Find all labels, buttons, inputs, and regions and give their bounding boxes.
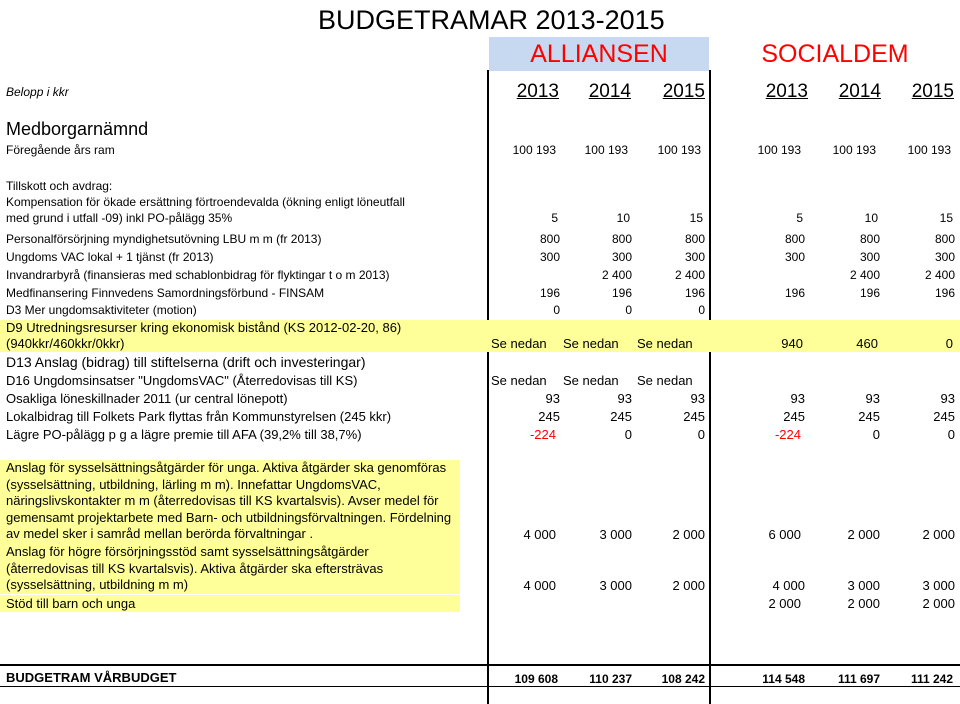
- cell-value: Se nedan: [637, 373, 693, 388]
- cell-value: 196: [859, 286, 880, 300]
- cell-value: 100 193: [584, 143, 628, 157]
- cell-value: 10: [616, 211, 630, 225]
- cell-value: 100 193: [907, 143, 951, 157]
- cell-value: 2 400: [601, 268, 632, 282]
- cell-value: 0: [947, 427, 955, 442]
- row-label: (sysselsättning, utbildning m m): [6, 577, 189, 593]
- table-row: [0, 178, 960, 194]
- table-row: [0, 194, 960, 226]
- section-title: Medborgarnämnd: [6, 119, 149, 139]
- row-label: Lokalbidrag till Folkets Park flyttas från Kommunstyrelsen (245 kkr): [6, 409, 392, 424]
- cell-value: Se nedan: [563, 373, 619, 388]
- total-label: BUDGETRAM VÅRBUDGET: [6, 670, 177, 685]
- row-label: näringslivskontakter m m (återredovisas till KS kvartalsvis). Avser medel för: [6, 493, 439, 509]
- cell-value: Se nedan: [637, 336, 693, 351]
- cell-value: 3 000: [599, 527, 632, 542]
- table-row: [0, 427, 960, 443]
- row-label: D9 Utredningsresurser kring ekonomisk bistånd (KS 2012-02-20, 86): [6, 320, 402, 335]
- cell-value: 2 000: [847, 527, 880, 542]
- cell-value: 4 000: [523, 527, 556, 542]
- cell-value: 6 000: [768, 527, 801, 542]
- table-row: [0, 373, 960, 389]
- cell-value: 93: [790, 391, 805, 406]
- table-row-values: [0, 596, 960, 612]
- row-label: gemensamt projektarbete med Barn- och utbildningsförvaltningen. Fördelning: [6, 509, 452, 525]
- cell-value: 196: [784, 286, 805, 300]
- year-header: 2013: [516, 81, 559, 102]
- cell-value: 196: [684, 286, 705, 300]
- cell-value: 300: [934, 250, 955, 264]
- table-row: [0, 409, 960, 425]
- cell-value: 2 000: [922, 527, 955, 542]
- group-header-socialdem: SOCIALDEM: [761, 40, 909, 68]
- row-label: av medel sker i samråd mellan berörda förvaltningar .: [6, 526, 314, 542]
- total-value: 111 242: [910, 672, 953, 686]
- cell-value: 15: [939, 211, 953, 225]
- row-label: D16 Ungdomsinsatser "UngdomsVAC" (Återredovisas till KS): [6, 373, 358, 388]
- cell-value: 2 000: [672, 527, 705, 542]
- row-label: Föregående års ram: [6, 143, 115, 157]
- cell-value: 2 000: [768, 596, 801, 611]
- cell-value: 800: [859, 232, 880, 246]
- cell-value: 2 000: [847, 596, 880, 611]
- cell-value: 800: [539, 232, 560, 246]
- row-label: (sysselsättning, utbildning, lärling m m). Innefattar UngdomsVAC,: [6, 476, 381, 492]
- cell-value: 5: [551, 211, 558, 225]
- cell-value: 300: [859, 250, 880, 264]
- cell-value: 10: [864, 211, 878, 225]
- year-header: 2015: [911, 81, 954, 102]
- table-row: [0, 285, 960, 301]
- cell-value: 245: [683, 409, 705, 424]
- cell-value: 800: [784, 232, 805, 246]
- cell-value: 3 000: [847, 578, 880, 593]
- cell-value: 5: [796, 211, 803, 225]
- page-title: BUDGETRAMAR 2013-2015: [318, 5, 665, 35]
- cell-value-negative: -224: [529, 427, 556, 442]
- cell-value: 100 193: [757, 143, 801, 157]
- divider: [0, 686, 960, 687]
- table-row: [0, 391, 960, 407]
- year-header: 2013: [765, 81, 808, 102]
- cell-value: 0: [553, 303, 560, 317]
- year-header: 2015: [662, 81, 705, 102]
- cell-value: Se nedan: [491, 373, 547, 388]
- cell-value: 3 000: [599, 578, 632, 593]
- row-label: (återredovisas till KS kvartalsvis). Aktiva åtgärder ska eftersträvas: [6, 560, 384, 576]
- cell-value: 0: [624, 427, 632, 442]
- cell-value: 300: [539, 250, 560, 264]
- row-label: Kompensation för ökade ersättning förtroendevalda (ökning enligt löneutfall: [6, 195, 405, 209]
- table-row: [0, 267, 960, 283]
- cell-value: 245: [538, 409, 560, 424]
- row-label: D3 Mer ungdomsaktiviteter (motion): [6, 303, 197, 317]
- cell-value: 940: [781, 336, 803, 351]
- row-label: (940kkr/460kkr/0kkr): [6, 336, 125, 351]
- cell-value: 4 000: [523, 578, 556, 593]
- cell-value: 245: [610, 409, 632, 424]
- year-header: 2014: [838, 81, 881, 102]
- row-label: Stöd till barn och unga: [6, 596, 136, 611]
- table-row: [0, 142, 960, 158]
- total-value: 109 608: [514, 672, 558, 686]
- cell-value: 100 193: [657, 143, 701, 157]
- cell-value: 93: [865, 391, 880, 406]
- cell-value: 93: [940, 391, 955, 406]
- row-label: Tillskott och avdrag:: [6, 179, 113, 193]
- cell-value: 196: [611, 286, 632, 300]
- cell-value: 93: [690, 391, 705, 406]
- unit-note: Belopp i kkr: [6, 85, 69, 99]
- cell-value: 800: [684, 232, 705, 246]
- cell-value: 100 193: [832, 143, 876, 157]
- row-label: Anslag för högre försörjningsstöd samt sysselsättningsåtgärder: [6, 544, 369, 559]
- cell-value: 0: [945, 336, 953, 351]
- cell-value-negative: -224: [774, 427, 801, 442]
- cell-value: 196: [539, 286, 560, 300]
- cell-value: 2 000: [922, 596, 955, 611]
- cell-value: 300: [611, 250, 632, 264]
- table-row: [0, 302, 960, 318]
- cell-value: 15: [689, 211, 703, 225]
- total-value: 108 242: [661, 672, 705, 686]
- cell-value: 93: [545, 391, 560, 406]
- cell-value: 245: [858, 409, 880, 424]
- row-label: Personalförsörjning myndighetsutövning LBU m m (fr 2013): [6, 232, 322, 246]
- cell-value: 0: [625, 303, 632, 317]
- cell-value: 300: [784, 250, 805, 264]
- cell-value: 460: [856, 336, 878, 351]
- cell-value: 2 400: [849, 268, 880, 282]
- year-header: 2014: [588, 81, 631, 102]
- cell-value: 0: [872, 427, 880, 442]
- cell-value: 4 000: [772, 578, 805, 593]
- row-label: Ungdoms VAC lokal + 1 tjänst (fr 2013): [6, 250, 214, 264]
- cell-value: 100 193: [512, 143, 556, 157]
- total-row: [0, 664, 960, 702]
- total-value: 111 697: [837, 672, 880, 686]
- total-value: 110 237: [589, 672, 632, 686]
- table-row-values: [0, 527, 960, 543]
- table-row: [0, 353, 960, 371]
- cell-value: Se nedan: [563, 336, 619, 351]
- table-row-values: [0, 578, 960, 594]
- cell-value: 245: [933, 409, 955, 424]
- cell-value: 0: [697, 427, 705, 442]
- row-label: Lägre PO-pålägg p g a lägre premie till AFA (39,2% till 38,7%): [6, 427, 362, 442]
- group-header-alliansen: ALLIANSEN: [489, 37, 709, 71]
- cell-value: 196: [934, 286, 955, 300]
- row-label: Invandrarbyrå (finansieras med schablonbidrag för flyktingar t o m 2013): [6, 268, 390, 282]
- cell-value: 0: [698, 303, 705, 317]
- cell-value: Se nedan: [491, 336, 547, 351]
- table-row: [0, 249, 960, 265]
- row-label: med grund i utfall -09) inkl PO-pålägg 35%: [6, 211, 233, 225]
- row-label: D13 Anslag (bidrag) till stiftelserna (drift och investeringar): [6, 354, 366, 370]
- table-row: [0, 231, 960, 247]
- cell-value: 800: [611, 232, 632, 246]
- cell-value: 800: [934, 232, 955, 246]
- cell-value: 2 000: [672, 578, 705, 593]
- row-label: Osakliga löneskillnader 2011 (ur central lönepott): [6, 391, 288, 406]
- row-label: Anslag för sysselsättningsåtgärder för unga. Aktiva åtgärder ska genomföras: [6, 460, 447, 475]
- cell-value: 245: [783, 409, 805, 424]
- cell-value: 300: [684, 250, 705, 264]
- table-row-highlighted: [0, 320, 960, 352]
- cell-value: 93: [617, 391, 632, 406]
- total-value: 114 548: [762, 672, 805, 686]
- cell-value: 2 400: [674, 268, 705, 282]
- cell-value: 3 000: [922, 578, 955, 593]
- row-label: Medfinansering Finnvedens Samordningsförbund - FINSAM: [6, 286, 325, 300]
- cell-value: 2 400: [924, 268, 955, 282]
